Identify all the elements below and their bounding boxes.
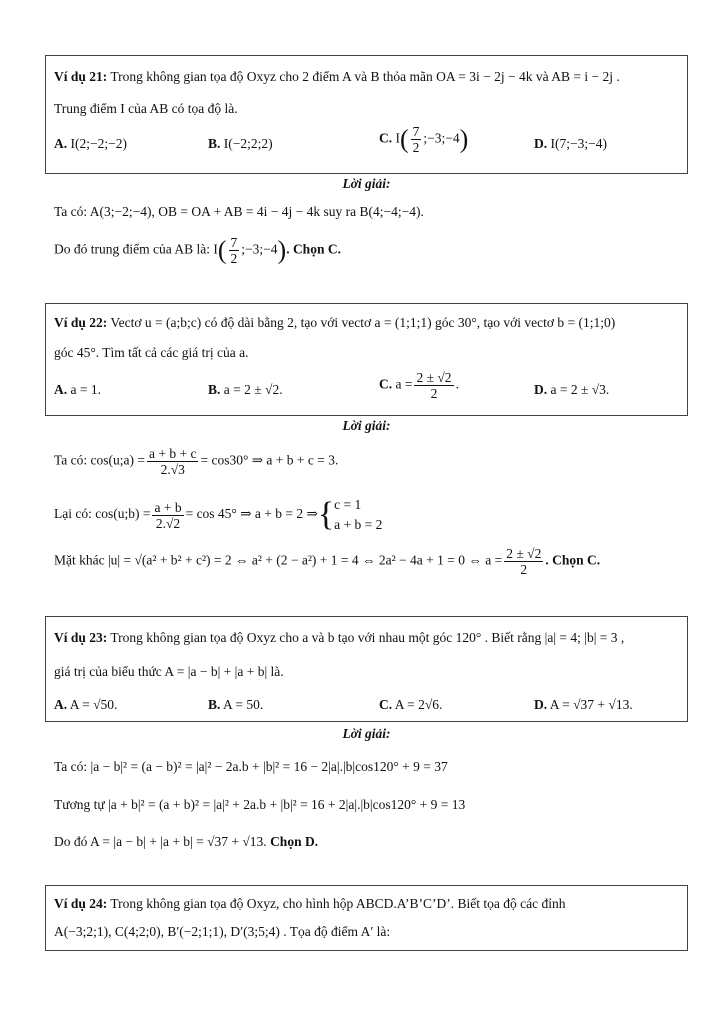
example-22-label: Ví dụ 22:: [54, 315, 108, 330]
example-22-box: [45, 303, 688, 416]
example-23-solution-line1: Ta có: |a − b|² = (a − b)² = |a|² − 2a.b + |b|² = 16 − 2|a|.|b|cos120° + 9 = 37: [54, 759, 448, 774]
example-22-option-d: D. a = 2 ± √3.: [534, 382, 610, 397]
brace-icon: {: [317, 496, 335, 533]
example-23-box: [45, 616, 688, 722]
example-22-question-line2: góc 45°. Tìm tất cả các giá trị của a.: [54, 345, 249, 360]
example-23-solution-line2: Tương tự |a + b|² = (a + b)² = |a|² + 2a.b + |b|² = 16 + 2|a|.|b|cos120° + 9 = 13: [54, 797, 466, 812]
fraction: $\frac{2 \pm √2}{2}$: [416, 370, 452, 401]
example-22-option-c: C. a = $\frac{2 \pm √2}{2}$ .: [379, 370, 459, 401]
fraction: $\frac{a + b + c}{2.√3}$: [149, 446, 197, 477]
example-24-label: Ví dụ 24:: [54, 896, 108, 911]
example-23-option-d: D. A = √37 + √13.: [534, 697, 633, 712]
example-21-solution-line1: Ta có: A(3;−2;−4), OB = OA + AB = 4i − 4j − 4k suy ra B(4;−4;−4).: [54, 204, 424, 219]
example-22-option-a: A. a = 1.: [54, 382, 101, 397]
example-22-option-b: B. a = 2 ± √2.: [208, 382, 283, 397]
example-22-question-text: Vectơ u = (a;b;c) có độ dài bằng 2, tạo với vectơ a = (1;1;1) góc 30°, tạo với vectơ b = (1;1;0): [110, 315, 616, 330]
example-22-solution-line2: Lại có: cos(u;b) = $\frac{a + b}{2.√2}$ = cos 45° ⇒ a + b = 2 ⇒{ c = 1 a + b = 2: [54, 496, 383, 533]
fraction: $\frac{7}{2}$: [230, 235, 238, 266]
example-21-option-a: A. I(2;−2;−2): [54, 136, 127, 151]
example-23-option-b: B. A = 50.: [208, 697, 264, 712]
equation-system: c = 1 a + b = 2: [334, 497, 383, 532]
example-24-question-line2: A(−3;2;1), C(4;2;0), B′(−2;1;1), D′(3;5;4) . Tọa độ điểm A′ là:: [54, 924, 391, 939]
example-21-label: Ví dụ 21:: [54, 69, 108, 84]
fraction: $\frac{a + b}{2.√2}$: [154, 499, 182, 531]
example-22-question-line1: [54, 314, 615, 332]
example-21-question-line2: Trung điểm I của AB có tọa độ là.: [54, 101, 238, 116]
fraction: $\frac{7}{2}$: [412, 124, 420, 155]
example-21-option-d: D. I(7;−3;−4): [534, 136, 607, 151]
example-23-label: Ví dụ 23:: [54, 630, 108, 645]
example-21-question-text: Trong không gian tọa độ Oxyz cho 2 điểm A và B thỏa mãn OA = 3i − 2j − 4k và AB = i − 2j .: [110, 69, 620, 84]
example-22-solution-line3: Mặt khác |u| = √(a² + b² + c²) = 2 ⇔ a² + (2 − a²) + 1 = 4 ⇔ 2a² − 4a + 1 = 0 ⇔ a = $\frac{2 \pm √2}{2}$ . Chọn C.: [54, 546, 601, 577]
example-21-answer: . Chọn C.: [286, 241, 341, 257]
example-21-question-line1: [54, 68, 620, 86]
example-24-question-text: Trong không gian tọa độ Oxyz, cho hình hộp ABCD.A’B’C’D’. Biết tọa độ các đỉnh: [110, 896, 566, 911]
example-21-box: [45, 55, 688, 174]
example-22-solution-line1: Ta có: cos(u;a) = $\frac{a + b + c}{2.√3}$ = cos30° ⇒ a + b + c = 3.: [54, 446, 339, 477]
example-23-answer: Chọn D.: [270, 834, 319, 849]
example-24-box: [45, 885, 688, 951]
example-21-solution-title: Lời giải:: [342, 176, 391, 191]
example-23-question-line2: giá trị của biểu thức A = |a − b| + |a + b| là.: [54, 664, 284, 679]
example-23-solution-line3: Do đó A = |a − b| + |a + b| = √37 + √13. Chọn D.: [54, 834, 319, 849]
example-23-question-text: Trong không gian tọa độ Oxyz cho a và b tạo với nhau một góc 120° . Biết rằng |a| = 4; |b| = 3 ,: [110, 630, 625, 645]
example-21-solution-line2: Do đó trung điểm của AB là: I( $\frac{7}{2}$ ;−3;−4). Chọn C.: [54, 235, 341, 266]
example-21-option-c: C. I( $\frac{7}{2}$ ;−3;−4): [379, 124, 469, 155]
example-23-option-a: A. A = √50.: [54, 697, 118, 712]
fraction: $\frac{2 \pm √2}{2}$: [506, 546, 542, 577]
example-23-option-c: C. A = 2√6.: [379, 697, 443, 712]
example-22-answer: . Chọn C.: [545, 552, 601, 568]
example-23-question-line1: [54, 629, 624, 647]
example-23-solution-title: Lời giải:: [342, 726, 391, 741]
example-22-solution-title: Lời giải:: [342, 418, 391, 433]
example-24-question-line1: [54, 895, 566, 913]
example-21-option-b: B. I(−2;2;2): [208, 136, 273, 151]
